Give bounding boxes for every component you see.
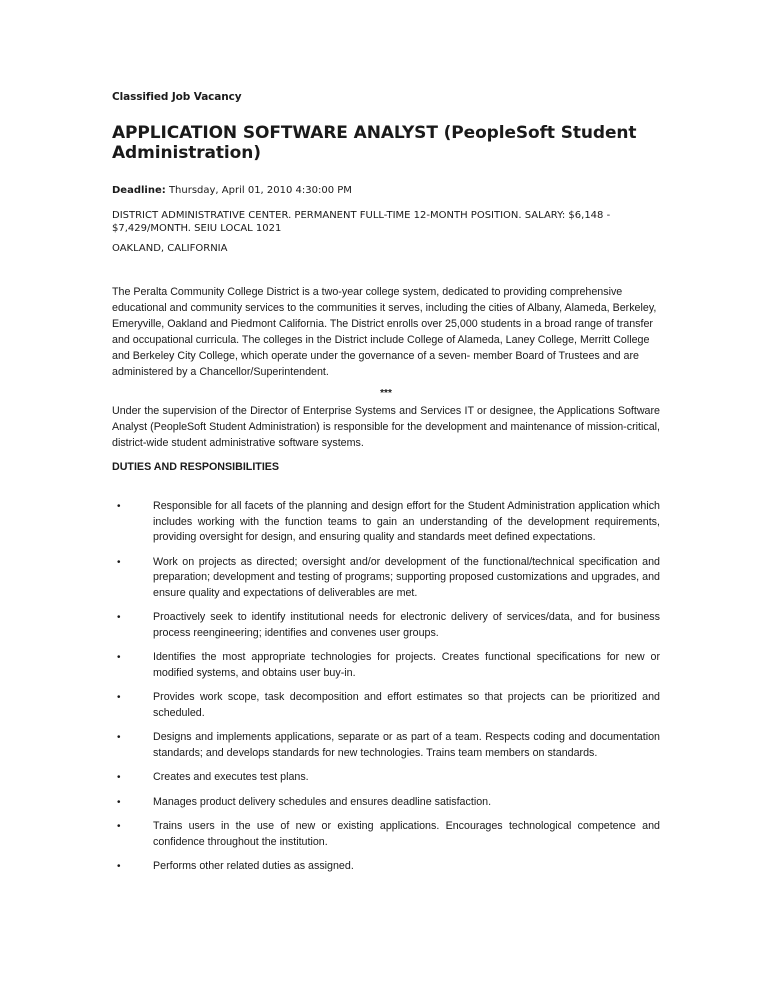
duty-text: Identifies the most appropriate technologies for projects. Creates functional specifications for new or modified systems, and obtains user buy-in. bbox=[153, 651, 660, 679]
deadline-line bbox=[112, 185, 352, 196]
bullet-icon: • bbox=[117, 501, 121, 512]
duty-item bbox=[112, 795, 660, 811]
bullet-icon: • bbox=[117, 692, 121, 703]
bullet-icon: • bbox=[117, 556, 121, 568]
bullet-icon: • bbox=[117, 796, 121, 808]
duty-text: Manages product delivery schedules and ensures deadline satisfaction. bbox=[153, 795, 492, 808]
duty-item bbox=[112, 730, 660, 761]
duty-text: Work on projects as directed; oversight and/or development of the functional/technical specification and preparation; development and testing of programs; supporting proposed customizations and upgrades, and ensure quality and expectations of deliverables are met. bbox=[153, 555, 660, 599]
duty-item bbox=[112, 770, 660, 786]
bullet-icon: • bbox=[117, 732, 121, 743]
bullet-icon: • bbox=[117, 772, 121, 783]
duty-text: Creates and executes test plans. bbox=[153, 771, 309, 783]
page-title: APPLICATION SOFTWARE ANALYST (PeopleSoft Student Administration) bbox=[112, 123, 637, 163]
duty-item bbox=[112, 555, 660, 602]
duty-item bbox=[112, 650, 660, 681]
deadline-label: Deadline: bbox=[112, 185, 166, 196]
duties-list bbox=[112, 499, 660, 884]
bullet-icon: • bbox=[117, 612, 121, 623]
duty-item bbox=[112, 690, 660, 721]
duty-text: Provides work scope, task decomposition and effort estimates so that projects can be prioritized and scheduled. bbox=[153, 691, 660, 719]
location: OAKLAND, CALIFORNIA bbox=[112, 243, 228, 254]
duty-item bbox=[112, 610, 660, 641]
deadline-value: Thursday, April 01, 2010 4:30:00 PM bbox=[168, 185, 352, 196]
duties-heading: DUTIES AND RESPONSIBILITIES bbox=[112, 461, 280, 473]
duty-text: Performs other related duties as assigned. bbox=[153, 860, 354, 872]
duty-text: Proactively seek to identify institutional needs for electronic delivery of services/data, and for business process reengineering; identifies and convenes user groups. bbox=[153, 611, 660, 639]
supervision-paragraph: Under the supervision of the Director of Enterprise Systems and Services IT or designee, the Applications Software Analyst (PeopleSoft Student Administration) is responsible for the development and maintenance of mission-critical, district-wide student administrative software systems. bbox=[112, 405, 660, 449]
duty-item bbox=[112, 819, 660, 850]
duty-item bbox=[112, 859, 660, 875]
document-kicker: Classified Job Vacancy bbox=[112, 91, 242, 103]
bullet-icon: • bbox=[117, 821, 121, 832]
section-separator: *** bbox=[380, 388, 392, 399]
duty-text: Designs and implements applications, separate or as part of a team. Respects coding and documentation standards; and develops standards for new technologies. Trains team members on standards. bbox=[153, 731, 660, 759]
position-summary: DISTRICT ADMINISTRATIVE CENTER. PERMANENT FULL-TIME 12-MONTH POSITION. SALARY: $6,148 - $7,429/MONTH. SEIU LOCAL 1021 bbox=[112, 210, 611, 234]
duty-text: Responsible for all facets of the planning and design effort for the Student Administration application which includes working with the function teams to gain an understanding of the development requirements, providing oversight for design, and ensuring quality and standards meet defined expectations. bbox=[153, 500, 660, 543]
bullet-icon: • bbox=[117, 861, 121, 872]
bullet-icon: • bbox=[117, 652, 121, 663]
duty-item bbox=[112, 499, 660, 546]
district-intro-paragraph: The Peralta Community College District is a two-year college system, dedicated to providing comprehensive educational and community services to the communities it serves, including the cities of Albany, Alameda, Berkeley, Emeryville, Oakland and Piedmont California. The District enrolls over 25,000 students in a broad range of transfer and occupational curricula. The colleges in the District include College of Alameda, Laney College, Merritt College and Berkeley City College, which operate under the governance of a seven- member Board of Trustees and are administered by a Chancellor/Superintendent. bbox=[112, 286, 657, 378]
duty-text: Trains users in the use of new or existing applications. Encourages technological competence and confidence throughout the institution. bbox=[153, 820, 660, 848]
